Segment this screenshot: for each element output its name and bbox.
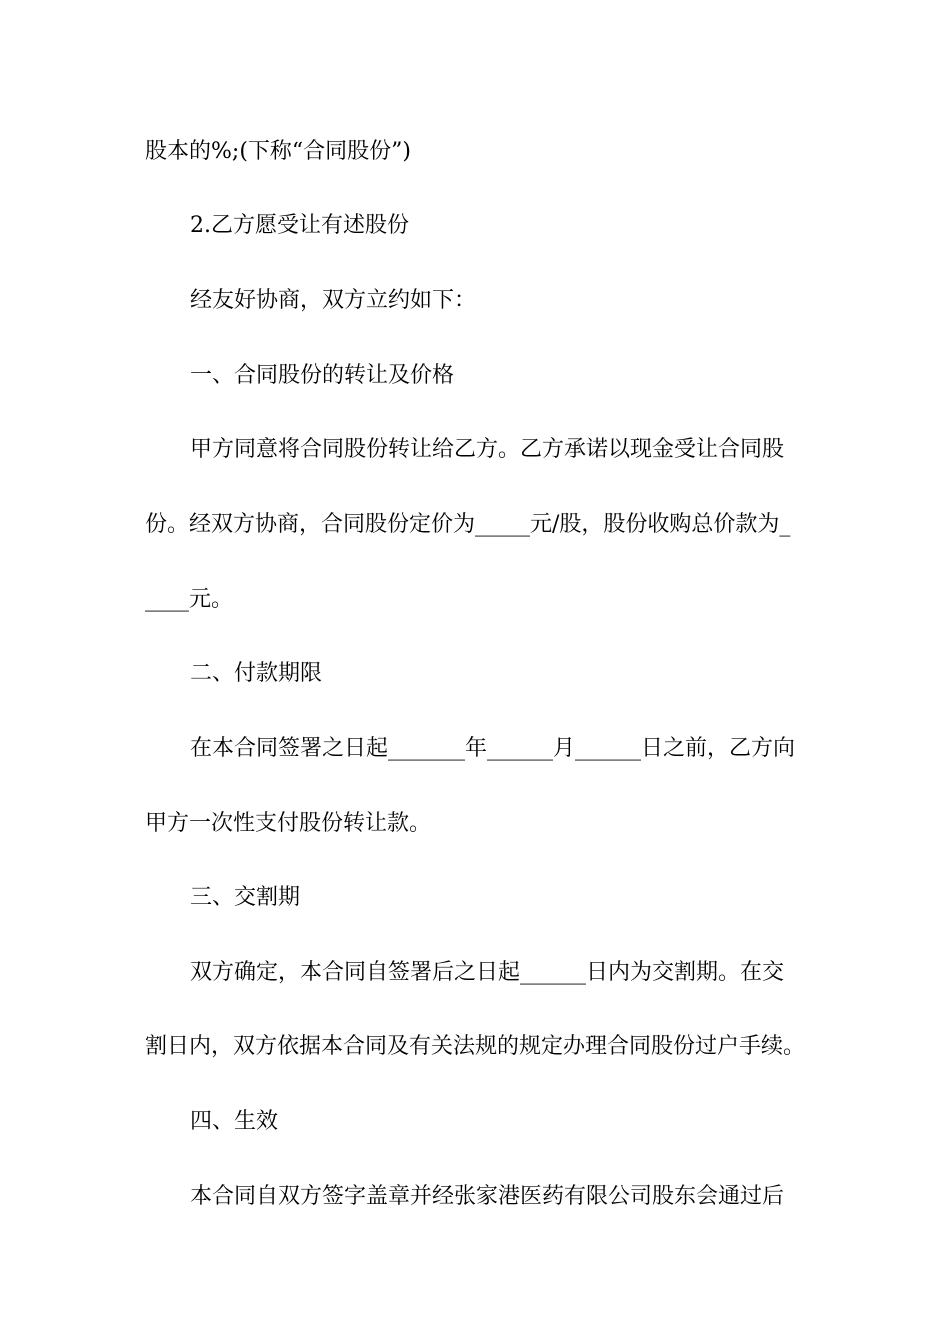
paragraph-line: 本合同自双方签字盖章并经张家港医药有限公司股东会通过后 [190,1184,785,1209]
paragraph-line: 割日内，双方依据本合同及有关法规的规定办理合同股份过户手续。 [145,1034,806,1059]
paragraph-line: 2.乙方愿受让有述股份 [190,213,409,238]
paragraph-line: 经友好协商，双方立约如下： [190,288,477,313]
paragraph-line: 甲方同意将合同股份转让给乙方。乙方承诺以现金受让合同股 [190,437,785,462]
paragraph-line: 甲方一次性支付股份转让款。 [145,811,432,836]
paragraph-line: 双方确定，本合同自签署后之日起______日内为交割期。在交 [190,960,785,985]
section-heading: 一、合同股份的转让及价格 [190,363,455,388]
paragraph-line: 股本的%;(下称“合同股份”) [145,139,411,164]
paragraph-line: 份。经双方协商，合同股份定价为_____元/股，股份收购总价款为_ [145,512,791,537]
section-heading: 三、交割期 [190,885,301,910]
paragraph-line: 在本合同签署之日起_______年______月______日之前，乙方向 [190,736,796,761]
section-heading: 二、付款期限 [190,661,323,686]
section-heading: 四、生效 [190,1109,279,1134]
paragraph-line: ____元。 [145,587,234,612]
